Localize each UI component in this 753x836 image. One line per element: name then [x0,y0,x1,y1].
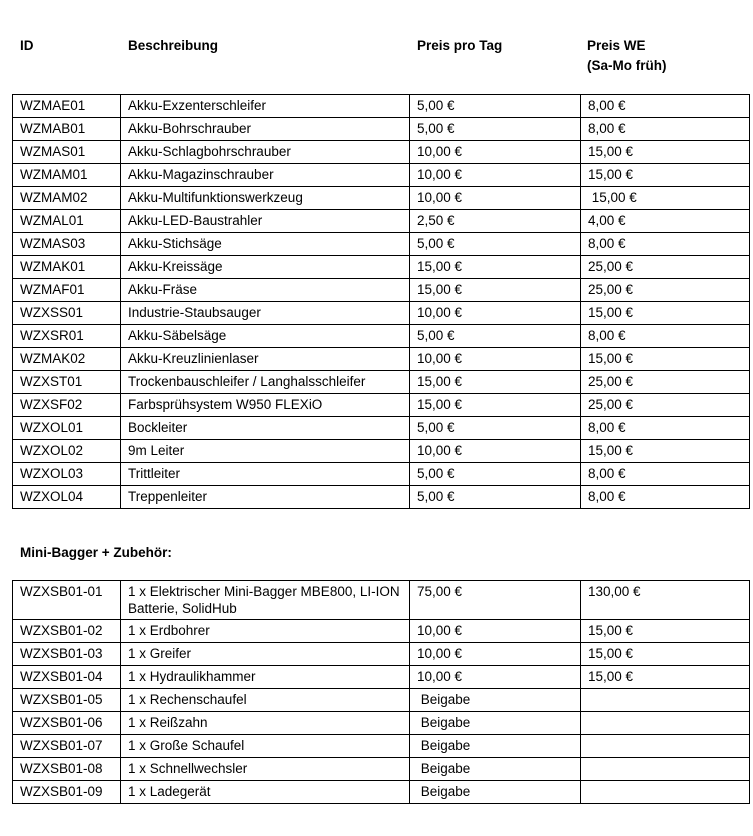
cell-price-day: 5,00 € [410,95,581,118]
tools-row [13,417,750,440]
cell-price-day: 10,00 € [410,302,581,325]
cell-description: 1 x Hydraulikhammer [121,666,410,689]
cell-price-we: 25,00 € [581,394,750,417]
bagger-row [13,581,750,620]
cell-price-we [581,735,750,758]
header-price-we-line2: (Sa-Mo früh) [587,58,667,73]
cell-price-day: 15,00 € [410,371,581,394]
cell-price-day: Beigabe [410,689,581,712]
tools-table-body [13,95,750,509]
cell-description: 1 x Ladegerät [121,781,410,804]
cell-id: WZXSB01-02 [13,620,121,643]
cell-price-day: 10,00 € [410,348,581,371]
cell-price-we: 15,00 € [581,302,750,325]
cell-description: Akku-Stichsäge [121,233,410,256]
cell-id: WZMAM02 [13,187,121,210]
cell-description: Farbsprühsystem W950 FLEXiO [121,394,410,417]
cell-id: WZXSR01 [13,325,121,348]
tools-row [13,371,750,394]
bagger-row [13,620,750,643]
cell-id: WZMAF01 [13,279,121,302]
cell-price-day: 5,00 € [410,486,581,509]
bagger-row [13,781,750,804]
cell-price-day: Beigabe [410,712,581,735]
cell-price-we: 8,00 € [581,417,750,440]
cell-price-we: 4,00 € [581,210,750,233]
cell-id: WZMAS03 [13,233,121,256]
cell-description: Akku-Exzenterschleifer [121,95,410,118]
bagger-row [13,758,750,781]
cell-description: 1 x Schnellwechsler [121,758,410,781]
cell-id: WZXOL03 [13,463,121,486]
bagger-table [12,580,750,804]
bagger-table-body [13,581,750,804]
cell-price-we [581,781,750,804]
cell-id: WZXSB01-07 [13,735,121,758]
cell-price-we [581,712,750,735]
bagger-row [13,689,750,712]
cell-price-day: 10,00 € [410,187,581,210]
tools-row [13,463,750,486]
bagger-row [13,712,750,735]
cell-description: Akku-Kreuzlinienlaser [121,348,410,371]
cell-price-day: 10,00 € [410,141,581,164]
cell-id: WZMAK02 [13,348,121,371]
cell-price-day: Beigabe [410,735,581,758]
tools-row [13,256,750,279]
cell-description: Industrie-Staubsauger [121,302,410,325]
cell-price-day: 5,00 € [410,463,581,486]
cell-price-we: 8,00 € [581,118,750,141]
cell-price-we: 15,00 € [581,620,750,643]
cell-description: Akku-Multifunktionswerkzeug [121,187,410,210]
tools-row [13,187,750,210]
header-id: ID [20,38,34,53]
tools-table [12,94,750,509]
cell-price-we: 15,00 € [581,141,750,164]
header-price-day: Preis pro Tag [417,38,503,53]
cell-price-we: 130,00 € [581,581,750,620]
tools-row [13,210,750,233]
cell-price-day: 15,00 € [410,256,581,279]
cell-id: WZMAS01 [13,141,121,164]
cell-price-we [581,689,750,712]
tools-row [13,348,750,371]
cell-price-we: 8,00 € [581,95,750,118]
bagger-row [13,735,750,758]
cell-id: WZXSB01-08 [13,758,121,781]
tools-row [13,325,750,348]
cell-price-day: 5,00 € [410,233,581,256]
cell-price-day: 2,50 € [410,210,581,233]
cell-description: Akku-LED-Baustrahler [121,210,410,233]
cell-price-we: 25,00 € [581,371,750,394]
cell-id: WZMAE01 [13,95,121,118]
tools-row [13,233,750,256]
tools-row [13,164,750,187]
cell-price-day: 10,00 € [410,620,581,643]
cell-description: Akku-Schlagbohrschrauber [121,141,410,164]
cell-description: 9m Leiter [121,440,410,463]
cell-price-we: 8,00 € [581,325,750,348]
cell-id: WZXOL04 [13,486,121,509]
cell-description: Akku-Fräse [121,279,410,302]
tools-row [13,95,750,118]
tools-row [13,279,750,302]
cell-id: WZMAL01 [13,210,121,233]
cell-description: 1 x Elektrischer Mini-Bagger MBE800, LI-ION Batterie, SolidHub [121,581,410,620]
cell-price-we: 25,00 € [581,256,750,279]
header-price-we-line1: Preis WE [587,38,646,53]
cell-price-we: 15,00 € [581,440,750,463]
cell-description: Treppenleiter [121,486,410,509]
cell-description: Trittleiter [121,463,410,486]
cell-id: WZMAK01 [13,256,121,279]
cell-price-we [581,758,750,781]
cell-description: 1 x Greifer [121,643,410,666]
cell-id: WZXSB01-04 [13,666,121,689]
cell-id: WZXSB01-06 [13,712,121,735]
cell-price-day: Beigabe [410,758,581,781]
bagger-row [13,643,750,666]
cell-id: WZXSB01-09 [13,781,121,804]
cell-id: WZMAM01 [13,164,121,187]
cell-price-we: 15,00 € [581,187,750,210]
cell-description: Trockenbauschleifer / Langhalsschleifer [121,371,410,394]
cell-price-day: 15,00 € [410,279,581,302]
cell-price-day: 10,00 € [410,440,581,463]
header-price-we [587,36,666,76]
cell-id: WZXSF02 [13,394,121,417]
cell-description: Akku-Bohrschrauber [121,118,410,141]
cell-description: Akku-Säbelsäge [121,325,410,348]
cell-description: 1 x Rechenschaufel [121,689,410,712]
cell-price-we: 15,00 € [581,164,750,187]
cell-description: Akku-Magazinschrauber [121,164,410,187]
cell-price-we: 25,00 € [581,279,750,302]
bagger-section-title: Mini-Bagger + Zubehör: [20,545,172,560]
bagger-row [13,666,750,689]
cell-price-day: 10,00 € [410,164,581,187]
cell-price-we: 8,00 € [581,233,750,256]
cell-price-day: Beigabe [410,781,581,804]
tools-row [13,302,750,325]
cell-price-day: 5,00 € [410,325,581,348]
cell-price-day: 10,00 € [410,643,581,666]
cell-description: Akku-Kreissäge [121,256,410,279]
cell-id: WZMAB01 [13,118,121,141]
tools-row [13,486,750,509]
cell-description: Bockleiter [121,417,410,440]
cell-price-we: 8,00 € [581,463,750,486]
tools-row [13,118,750,141]
tools-row [13,440,750,463]
cell-id: WZXSS01 [13,302,121,325]
cell-id: WZXOL02 [13,440,121,463]
cell-id: WZXSB01-01 [13,581,121,620]
tools-row [13,141,750,164]
cell-id: WZXSB01-03 [13,643,121,666]
cell-id: WZXST01 [13,371,121,394]
cell-price-we: 8,00 € [581,486,750,509]
cell-price-we: 15,00 € [581,643,750,666]
cell-id: WZXOL01 [13,417,121,440]
cell-description: 1 x Große Schaufel [121,735,410,758]
cell-price-we: 15,00 € [581,666,750,689]
tools-row [13,394,750,417]
header-description: Beschreibung [128,38,219,53]
cell-price-day: 10,00 € [410,666,581,689]
cell-price-day: 15,00 € [410,394,581,417]
cell-price-day: 5,00 € [410,417,581,440]
cell-description: 1 x Reißzahn [121,712,410,735]
cell-price-day: 75,00 € [410,581,581,620]
cell-id: WZXSB01-05 [13,689,121,712]
cell-price-day: 5,00 € [410,118,581,141]
cell-price-we: 15,00 € [581,348,750,371]
cell-description: 1 x Erdbohrer [121,620,410,643]
